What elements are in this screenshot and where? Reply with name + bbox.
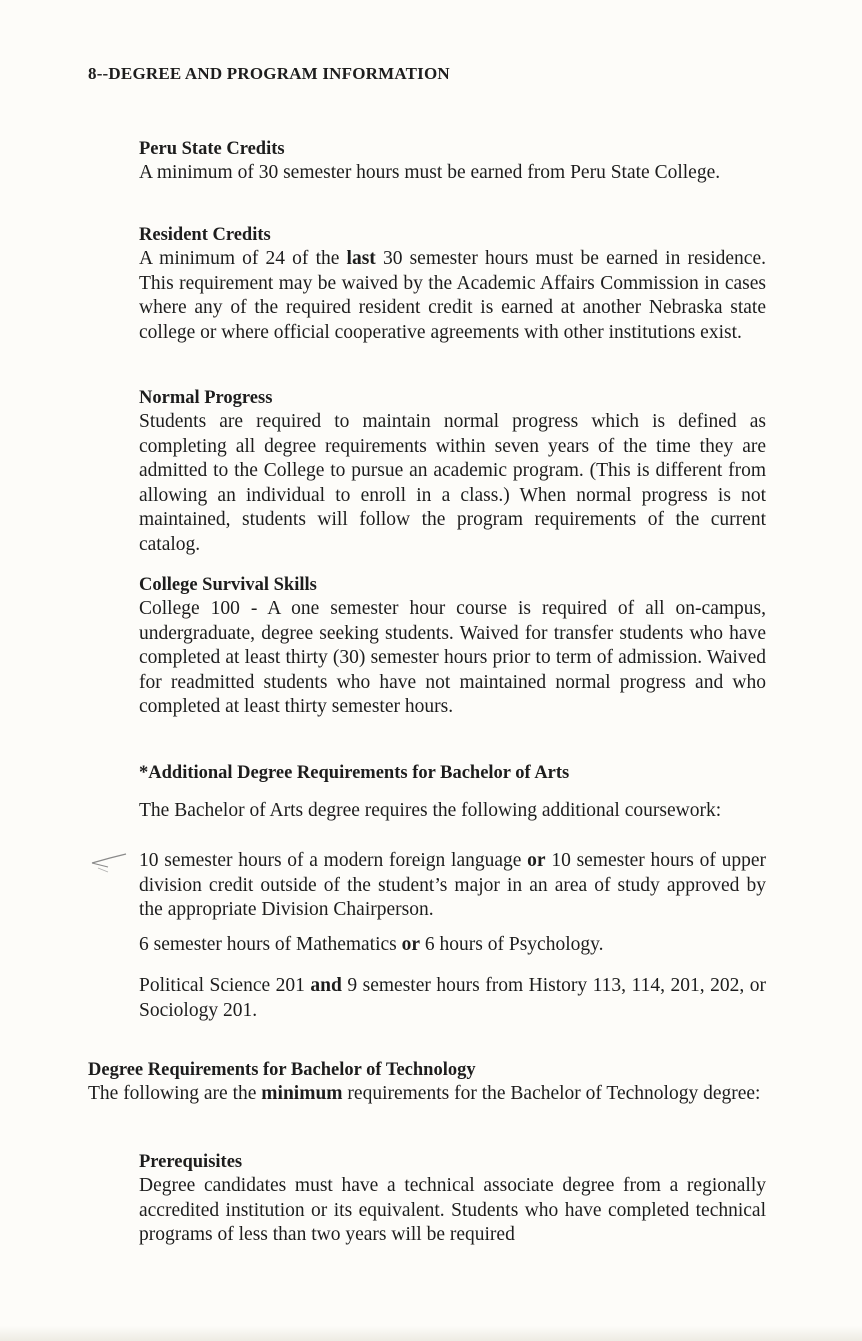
peru-state-credits-heading: Peru State Credits: [139, 139, 285, 159]
normal-progress-heading: Normal Progress: [139, 388, 273, 408]
resident-credits-heading: Resident Credits: [139, 225, 271, 245]
ba-requirement-1: 10 semester hours of a modern foreign language or 10 semester hours of upper division credit outside of the student’s major in an area of study approved by the appropriate Division Chairperson.: [139, 850, 766, 920]
ba-requirement-2: 6 semester hours of Mathematics or 6 hours of Psychology.: [139, 934, 604, 955]
prerequisites-text: Degree candidates must have a technical associate degree from a regionally accredited institution or its equivalent. Students who have completed technical programs of less than two years will be required: [139, 1175, 766, 1245]
survival-skills-text: College 100 - A one semester hour course is required of all on-campus, undergraduate, degree seeking students. Waived for transfer students who have completed at least thirty (30) semester hours prior to term of admission. Waived for readmitted students who have not maintained normal progress and who completed at least thirty semester hours.: [139, 598, 766, 717]
resident-credits-text: A minimum of 24 of the last 30 semester hours must be earned in residence. This requirement may be waived by the Academic Affairs Commission in cases where any of the required resident credit is earned at another Nebraska state college or where official cooperative agreements with other institutions exist.: [139, 248, 766, 343]
btech-requirements-heading: Degree Requirements for Bachelor of Technology: [88, 1060, 476, 1080]
running-head: 8--DEGREE AND PROGRAM INFORMATION: [88, 64, 450, 83]
margin-arrow-mark: [86, 848, 130, 876]
scan-bottom-edge: [0, 1326, 862, 1341]
normal-progress-text: Students are required to maintain normal progress which is defined as completing all degree requirements within seven years of the time they are admitted to the College to pursue an academic program. (This is different from allowing an individual to enroll in a class.) When normal progress is not maintained, students will follow the program requirements of the current catalog.: [139, 411, 766, 555]
ba-intro-text: The Bachelor of Arts degree requires the following additional coursework:: [139, 800, 722, 821]
prerequisites-heading: Prerequisites: [139, 1152, 243, 1172]
ba-requirement-3: Political Science 201 and 9 semester hours from History 113, 114, 201, 202, or Sociology 201.: [139, 975, 766, 1021]
ba-requirements-heading: *Additional Degree Requirements for Bachelor of Arts: [139, 763, 570, 783]
btech-intro-text: The following are the minimum requirements for the Bachelor of Technology degree:: [88, 1083, 761, 1104]
survival-skills-heading: College Survival Skills: [139, 575, 317, 595]
peru-state-credits-text: A minimum of 30 semester hours must be earned from Peru State College.: [139, 162, 721, 183]
